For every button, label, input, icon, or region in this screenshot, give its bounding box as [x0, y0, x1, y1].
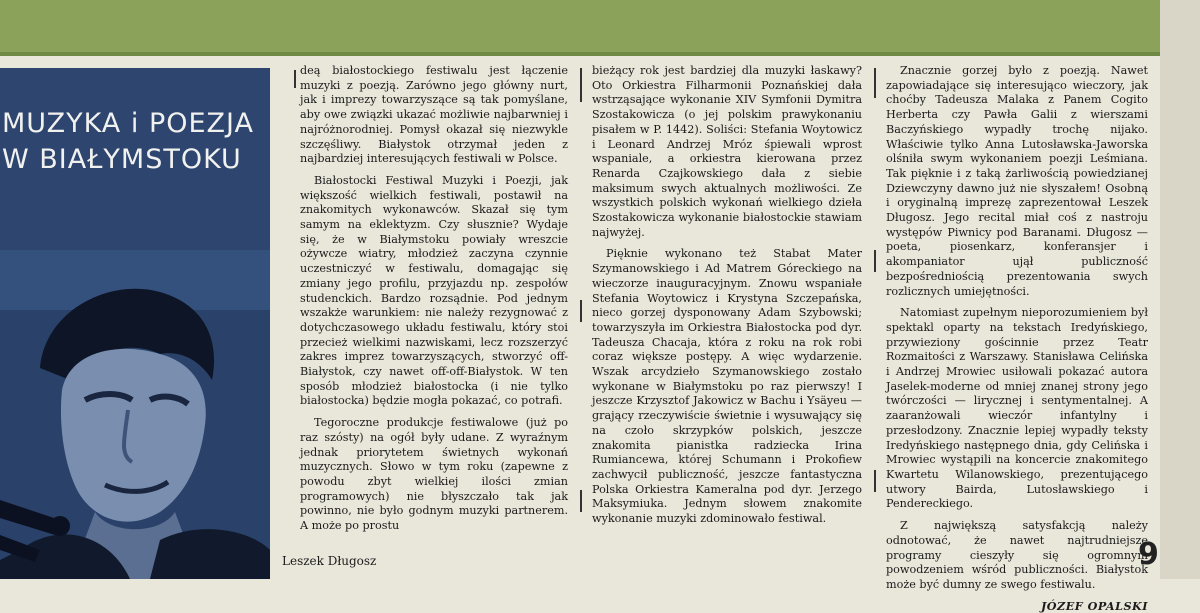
article-column-1: [300, 64, 568, 534]
paragraph: Tegoroczne produkcje festiwalowe (już po raz szósty) na ogół były udane. Z wyraźnym jednak priorytetem świetnych wykonań muzycznych. Słowo w tym roku (zapewne z powodu zbyt wielkiej ilości zmian programowych) nie błyszczało tak jak powinno, nie było godnym muzyki partnerem. A może po prostu: [300, 416, 568, 533]
column-rule: [580, 300, 582, 322]
article-column-2: [592, 64, 862, 527]
paragraph: deą białostockiego festiwalu jest łączenie muzyki z poezją. Zarówno jego główny nurt, jak i imprezy towarzyszące są tak pomyślane, aby owe związki ukazać możliwie najbarwniej i najróżnorodniej. Pomysł okazał się niezwykle szczęśliwy. Białystok otrzymał jeden z najbardziej interesujących festiwali w Polsce.: [300, 64, 568, 166]
paragraph: Białostocki Festiwal Muzyki i Poezji, jak większość wielkich festiwali, postawił na znakomitych wykonawców. Skazał się tym samym na eklektyzm. Czy słusznie? Wydaje się, że w Białymstoku powiały wreszcie ożywcze wiatry, młodzież zaczyna czynnie uczestniczyć w festiwalu, domagając się zmiany jego profilu, przyjazdu np. zespołów studenckich. Bardzo rozsądnie. Pod jednym wszakże warunkiem: nie należy rezygnować z dotychczasowego układu festiwalu, który stoi przecież wielkimi nazwiskami, lecz rozszerzyć zakres imprez towarzyszących, stworzyć off-Białystok, czy nawet off-off-Białystok. W ten sposób młodzież białostocka (i nie tylko białostocka) będzie mogła pokazać, co potrafi.: [300, 173, 568, 408]
article-headline: [2, 106, 270, 178]
column-rule: [580, 68, 582, 102]
page-edge: [1160, 0, 1200, 579]
paragraph: Natomiast zupełnym nieporozumieniem był spektakl oparty na tekstach Iredyńskiego, przywieziony gościnnie przez Teatr Rozmaitości z Warszawy. Stanisława Celińska i Andrzej Mrowiec usiłowali pokazać autora Jaselek-moderne od mniej znanej strony jego twórczości — lirycznej i sentymentalnej. A zaaranżowali wieczór infantylny i przesłodzony. Znacznie lepiej wypadły teksty Iredyńskiego następnego dnia, gdy Celińska i Mrowiec wystąpili na koncercie znakomitego Kwartetu Wilanowskiego, prezentującego utwory Bairda, Lutosławskiego i Pendereckiego.: [886, 306, 1148, 511]
headline-line-2: W BIAŁYMSTOKU: [2, 144, 242, 175]
paragraph: Pięknie wykonano też Stabat Mater Szymanowskiego i Ad Matrem Góreckiego na wieczorze inauguracyjnym. Znowu wspaniałe Stefania Woytowicz i Krystyna Szczepańska, nieco gorzej dysponowany Adam Szybowski; towarzyszyła im Orkiestra Białostocka pod dyr. Tadeusza Chacaja, która z roku na rok robi coraz większe postępy. A więc wydarzenie. Wszak arcydzieło Szymanowskiego zostało wykonane w Białymstoku po raz pierwszy! I jeszcze Krzysztof Jakowicz w Bachu i Ysäyeu — grający rzeczywiście świetnie i wysuwający się na czoło skrzypków polskich, jeszcze znakomita pianistka radziecka Irina Rumiancewa, której Schumann i Prokofiew zachwycił publiczność, jeszcze fantastyczna Polska Orkiestra Kameralna pod dyr. Jerzego Maksymiuka. Jednym słowem znakomite wykonanie muzyki zdominowało festiwal.: [592, 247, 862, 526]
headline-panel: [0, 68, 270, 579]
photo-caption: Leszek Długosz: [282, 554, 377, 568]
author-signature: JÓZEF OPALSKI: [1041, 598, 1148, 613]
portrait-photo: [0, 250, 270, 579]
column-rule: [874, 250, 876, 272]
column-marker: [294, 70, 296, 88]
page-number: 9: [1138, 537, 1159, 572]
headline-line-1: MUZYKA i POEZJA: [2, 108, 254, 139]
top-color-band: [0, 0, 1160, 56]
band-edge: [0, 52, 1160, 56]
paragraph: Z największą satysfakcją należy odnotować, że nawet najtrudniejsze programy cieszyły się ogromnym powodzeniem wśród publiczności. Białystok może być dumny ze swego festiwalu.: [886, 519, 1148, 591]
column-rule: [874, 68, 876, 98]
paragraph: Znacznie gorzej było z poezją. Nawet zapowiadające się interesująco wieczory, jak choćby Tadeusza Malaka z Panem Cogito Herberta czy Pawła Galii z wierszami Baczyńskiego wypadły trochę nijako. Właściwie tylko Anna Lutosławska-Jaworska olśniła swym wykonaniem poezji Leśmiana. Tak pięknie i z taką żarliwością powiedzianej Dziewczyny dawno już nie słyszałem! Osobną i oryginalną imprezę zaprezentował Leszek Długosz. Jego recital miał coś z nastroju występów Piwnicy pod Baranami. Długosz — poeta, piosenkarz, konferansjer i akompaniator ujął publiczność bezpośredniością prezentowania swych rozlicznych umiejętności.: [886, 64, 1148, 298]
column-rule: [874, 470, 876, 492]
paragraph: bieżący rok jest bardziej dla muzyki łaskawy? Oto Orkiestra Filharmonii Poznańskiej dała wstrząsające wykonanie XIV Symfonii Dymitra Szostakowicza (o jej polskim prawykonaniu pisałem w P. 1442). Soliści: Stefania Woytowicz i Leonard Andrzej Mróz śpiewali wprost wspaniale, a orkiestra kierowana przez Renarda Czajkowskiego dała z siebie maksimum swych aktualnych możliwości. Ze wszystkich polskich wykonań wielkiego dzieła Szostakowicza wykonanie białostockie stawiam najwyżej.: [592, 64, 862, 239]
article-column-3: [886, 64, 1148, 613]
column-rule: [580, 490, 582, 512]
